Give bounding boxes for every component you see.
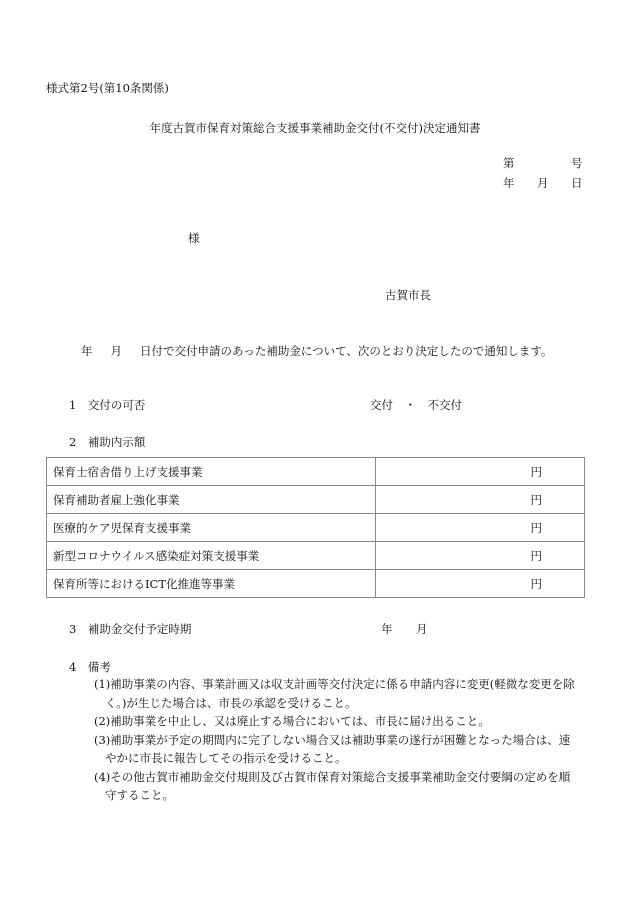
- table-row: [47, 458, 585, 486]
- body-month: 月: [110, 344, 122, 358]
- row-amount: 円: [376, 458, 585, 486]
- note-number: (1): [94, 677, 111, 691]
- section-2-label: 2 補助内示額: [69, 435, 146, 449]
- list-item: [94, 675, 589, 712]
- row-name: 医療的ケア児保育支援事業: [47, 514, 376, 542]
- row-amount: 円: [376, 486, 585, 514]
- list-item: [94, 712, 589, 731]
- note-text: その他古賀市補助金交付規則及び古賀市保育対策総合支援事業補助金交付要綱の定めを順: [110, 769, 571, 784]
- section-4-label: 4 備考: [69, 660, 111, 674]
- body-year: 年: [81, 344, 93, 358]
- note-number: (3): [94, 732, 111, 747]
- section-3-label: 3 補助金交付予定時期: [69, 622, 192, 636]
- number-suffix: 号: [571, 156, 583, 170]
- amount-table: [46, 457, 585, 598]
- date-day: 日: [571, 176, 583, 190]
- list-item: [94, 731, 589, 768]
- section-1-answer: 交付 ・ 不交付: [370, 398, 462, 412]
- notice-body: [81, 344, 553, 358]
- form-label: 様式第2号(第10条関係): [46, 81, 169, 95]
- date-month: 月: [537, 176, 549, 190]
- row-name: 新型コロナウイルス感染症対策支援事業: [47, 542, 376, 570]
- section-1-label: 1 交付の可否: [69, 398, 146, 412]
- list-item: [94, 768, 589, 805]
- section-3-month: 月: [416, 622, 428, 636]
- section-3-year: 年: [381, 622, 393, 636]
- note-text-cont: 守すること。: [105, 788, 174, 802]
- note-number: (4): [94, 769, 111, 784]
- table-row: [47, 542, 585, 570]
- row-amount: 円: [376, 542, 585, 570]
- body-text: 日付で交付申請のあった補助金について、次のとおり決定したので通知します。: [140, 344, 553, 358]
- number-prefix: 第: [503, 156, 515, 170]
- row-name: 保育所等におけるICT化推進等事業: [47, 570, 376, 598]
- note-text-cont: やかに市長に報告してその指示を受けること。: [105, 751, 347, 765]
- date-year: 年: [503, 176, 515, 190]
- row-name: 保育補助者雇上強化事業: [47, 486, 376, 514]
- row-amount: 円: [376, 514, 585, 542]
- note-number: (2): [94, 714, 111, 728]
- note-text: 補助事業を中止し、又は廃止する場合においては、市長に届け出ること。: [110, 714, 490, 728]
- recipient-suffix: 様: [188, 231, 200, 245]
- row-amount: 円: [376, 570, 585, 598]
- note-text-cont: く。)が生じた場合は、市長の承認を受けること。: [105, 695, 357, 710]
- document-title: 年度古賀市保育対策総合支援事業補助金交付(不交付)決定通知書: [149, 121, 481, 135]
- notes-list: [94, 675, 589, 805]
- note-text: 補助事業が予定の期間内に完了しない場合又は補助事業の遂行が困難となった場合は、速: [110, 732, 571, 747]
- table-row: [47, 570, 585, 598]
- table-row: [47, 486, 585, 514]
- issuer: 古賀市長: [385, 288, 431, 302]
- table-row: [47, 514, 585, 542]
- note-text: 補助事業の内容、事業計画又は収支計画等交付決定に係る申請内容に変更(軽微な変更を除: [110, 677, 575, 691]
- row-name: 保育士宿舎借り上げ支援事業: [47, 458, 376, 486]
